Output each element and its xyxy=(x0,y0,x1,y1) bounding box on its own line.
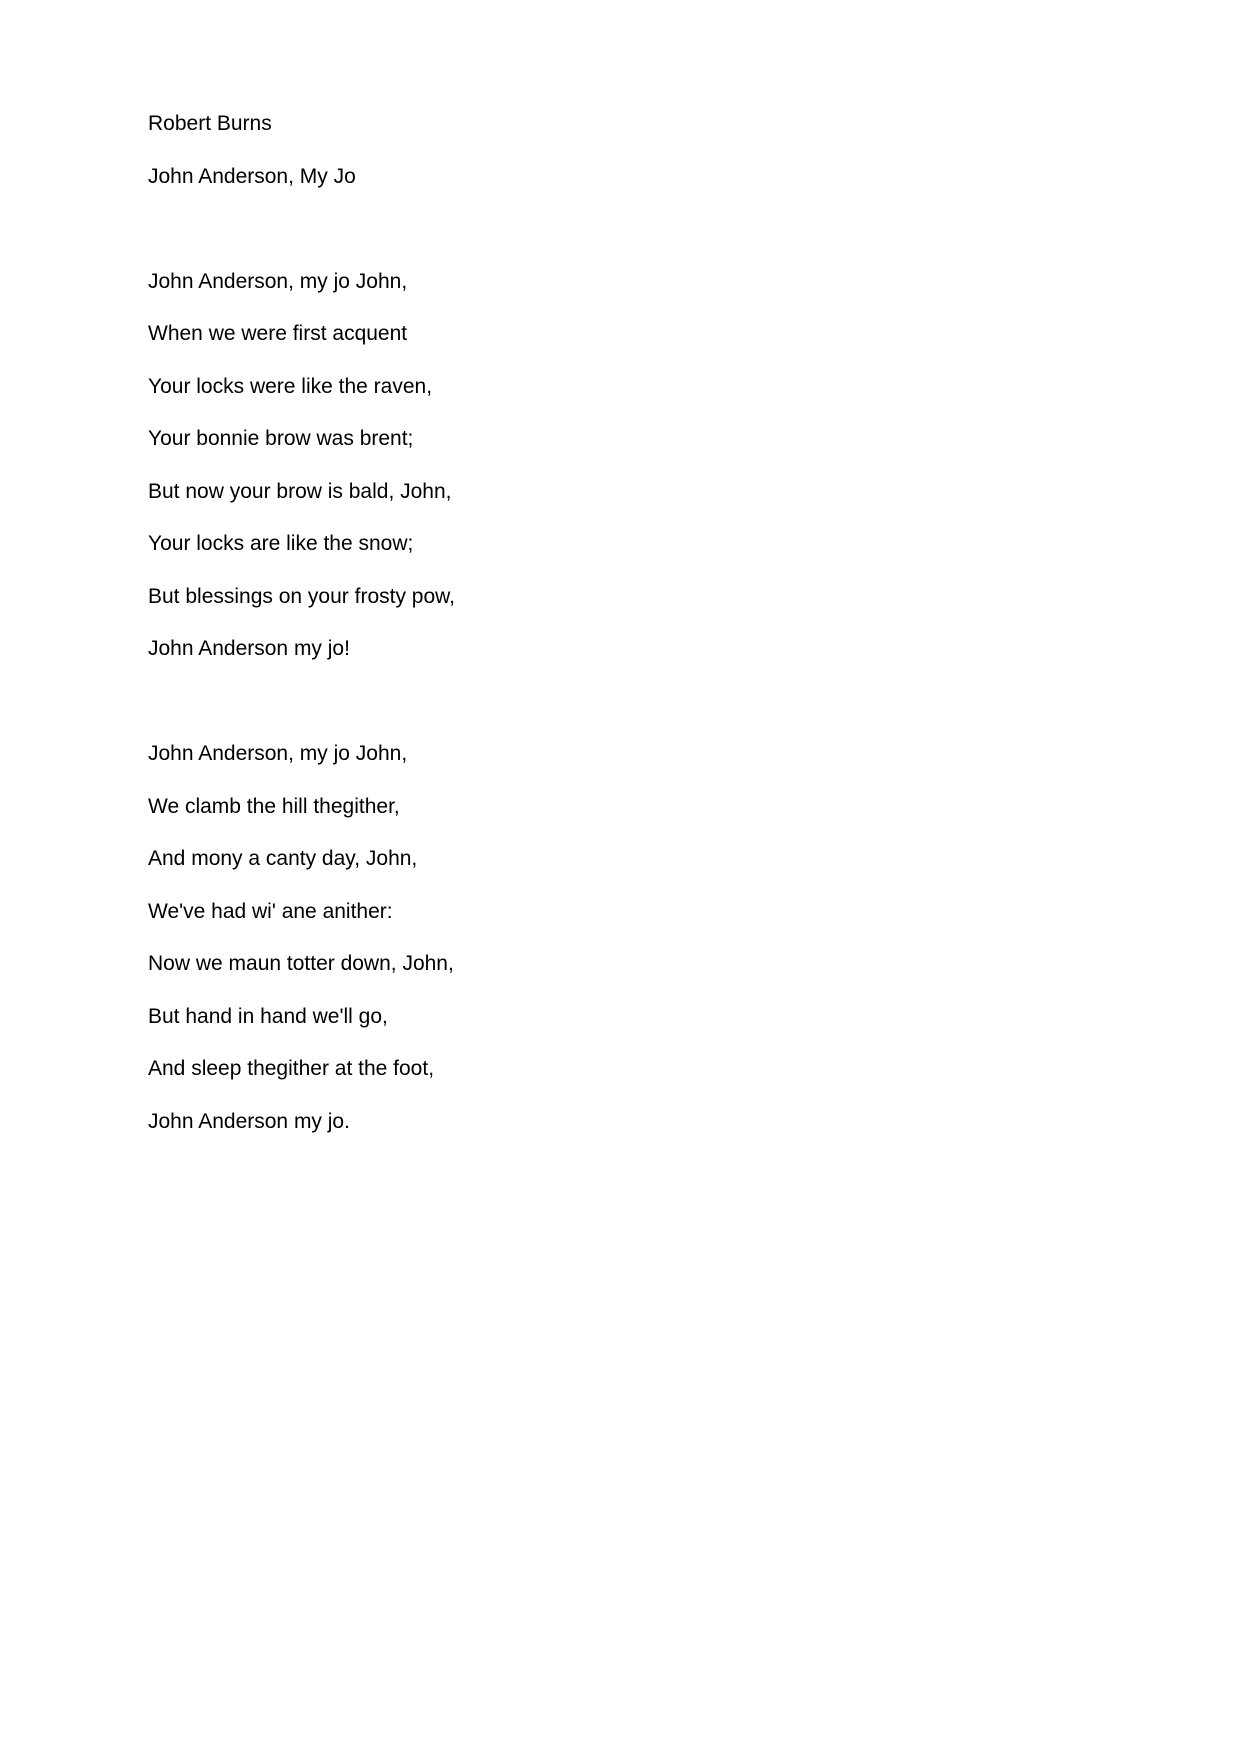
author-name: Robert Burns xyxy=(148,112,272,135)
poem-line: John Anderson my jo! xyxy=(148,637,350,660)
poem-line: Your bonnie brow was brent; xyxy=(148,427,414,450)
poem-line: And sleep thegither at the foot, xyxy=(148,1057,435,1080)
stanza-2 xyxy=(148,740,1048,1136)
poem-line: John Anderson, my jo John, xyxy=(148,269,408,293)
poem-line: We've had wi' ane anither: xyxy=(148,899,393,923)
poem-line: And mony a canty day, John, xyxy=(148,847,418,870)
poem-line: Your locks are like the snow; xyxy=(148,532,414,555)
stanza-1 xyxy=(148,268,1048,664)
poem-line: Now we maun totter down, John, xyxy=(148,952,454,975)
poem-line: But blessings on your frosty pow, xyxy=(148,584,455,608)
poem-line: Your locks were like the raven, xyxy=(148,374,433,398)
poem-line: John Anderson my jo. xyxy=(148,1109,350,1133)
poem-line: We clamb the hill thegither, xyxy=(148,794,400,818)
poem-title: John Anderson, My Jo xyxy=(148,164,356,188)
poem-line: John Anderson, my jo John, xyxy=(148,742,408,765)
document-body xyxy=(148,110,1048,1160)
poem-line: When we were first acquent xyxy=(148,322,408,345)
spacer xyxy=(148,215,1048,268)
poem-line: But hand in hand we'll go, xyxy=(148,1004,388,1028)
poem-line: But now your brow is bald, John, xyxy=(148,479,452,503)
spacer xyxy=(148,688,1048,741)
